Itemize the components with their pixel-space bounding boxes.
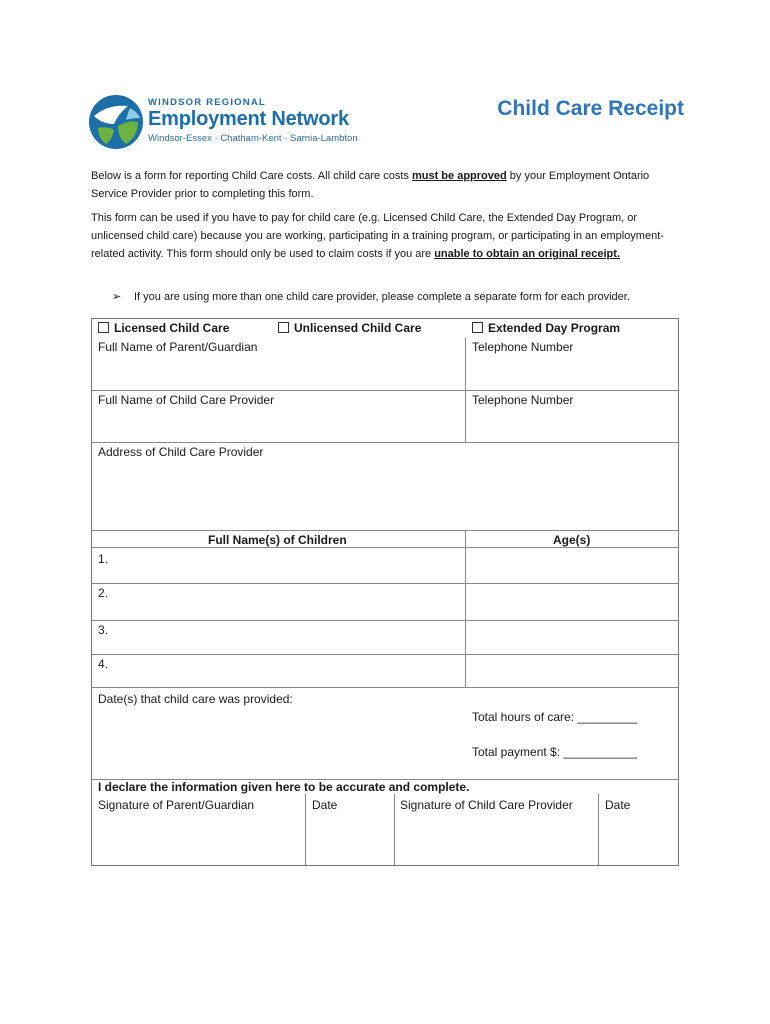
child-row-3[interactable]: 3.	[98, 623, 109, 637]
org-name: Employment Network	[148, 108, 349, 130]
emphasis-approved: must be approved	[411, 170, 507, 182]
document-header	[88, 92, 684, 154]
provider-signature-field[interactable]: Signature of Child Care Provider	[400, 798, 573, 812]
extended-day-program-checkbox[interactable]: Extended Day Program	[472, 321, 620, 335]
total-payment-field[interactable]: Total payment $: ___________	[472, 745, 637, 759]
provider-date-field[interactable]: Date	[605, 798, 631, 812]
child-row-1[interactable]: 1.	[98, 552, 109, 566]
ages-header: Age(s)	[553, 533, 591, 547]
checkbox-icon[interactable]	[472, 322, 483, 333]
provider-telephone-field[interactable]: Telephone Number	[472, 393, 574, 407]
checkbox-icon[interactable]	[98, 322, 109, 333]
child-care-receipt-form	[91, 318, 679, 866]
parent-date-field[interactable]: Date	[312, 798, 338, 812]
intro-paragraph-2: This form can be used if you have to pay for child care (e.g. Licensed Child Care, the Extended Day Program, or unlicensed child care) because you are working, participating in a training program, or participating in an employment-related activity. This form should only be used to claim costs if you are unable to obtain an original receipt.	[91, 212, 664, 260]
emphasis-original-receipt: unable to obtain an original receipt.	[434, 248, 620, 260]
parent-signature-field[interactable]: Signature of Parent/Guardian	[98, 798, 255, 812]
total-hours-field[interactable]: Total hours of care: _________	[472, 710, 638, 724]
org-region: Windsor-Essex · Chatham-Kent · Sarnia-Lambton	[148, 133, 358, 144]
provider-note: ➢ If you are using more than one child care provider, please complete a separate form for each provider.	[112, 291, 630, 303]
child-row-4[interactable]: 4.	[98, 657, 109, 671]
checkbox-icon[interactable]	[278, 322, 289, 333]
arrow-bullet-icon: ➢	[112, 291, 122, 303]
provider-address-field[interactable]: Address of Child Care Provider	[98, 445, 264, 459]
care-dates-field[interactable]: Date(s) that child care was provided:	[98, 692, 293, 706]
parent-name-field[interactable]: Full Name of Parent/Guardian	[98, 340, 258, 354]
globe-logo-icon	[88, 94, 144, 150]
intro-paragraph-1: Below is a form for reporting Child Care costs. All child care costs must be approved by your Employment Ontario Service Provider prior to completing this form.	[91, 170, 650, 200]
provider-name-field[interactable]: Full Name of Child Care Provider	[98, 393, 275, 407]
parent-telephone-field[interactable]: Telephone Number	[472, 340, 574, 354]
org-subtitle: WINDSOR REGIONAL	[148, 97, 266, 108]
declaration-text: I declare the information given here to be accurate and complete.	[98, 780, 470, 794]
child-row-2[interactable]: 2.	[98, 586, 109, 600]
children-names-header: Full Name(s) of Children	[208, 533, 347, 547]
unlicensed-child-care-checkbox[interactable]: Unlicensed Child Care	[278, 321, 421, 335]
document-title: Child Care Receipt	[497, 97, 684, 120]
licensed-child-care-checkbox[interactable]: Licensed Child Care	[98, 321, 229, 335]
